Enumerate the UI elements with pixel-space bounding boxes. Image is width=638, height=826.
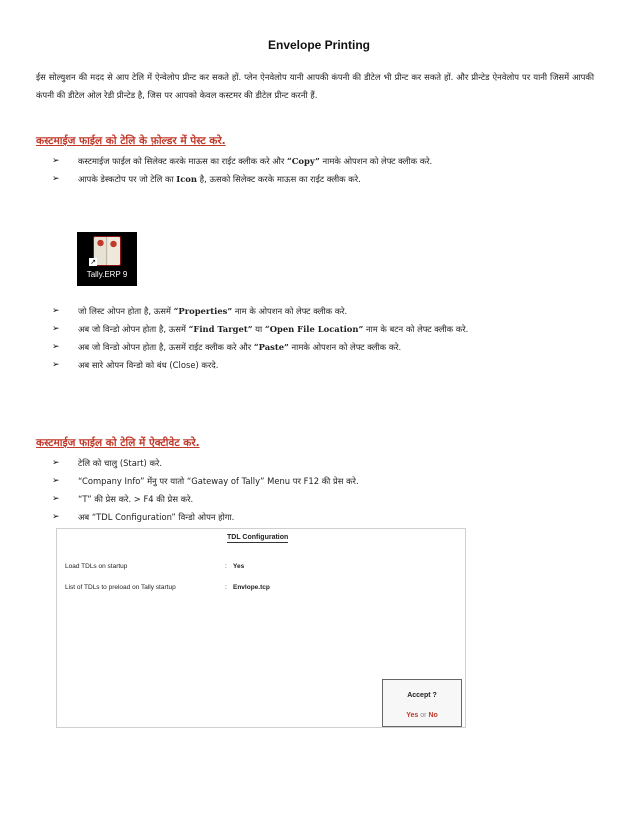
list-item: ➢ अब सारे ओपन विन्डो को बंध (Close) करदे. [52,356,594,374]
load-tdls-value[interactable]: Yes [233,563,245,570]
list-item: ➢ अब “TDL Configuration” विन्डो ओपन होगा. [52,508,594,526]
section1-list-b [52,302,594,374]
section2-heading: कस्टमाईज फाईल को टेलि में ऐक्टीवेट करे. [36,437,200,449]
arrow-bullet-icon: ➢ [52,342,60,352]
accept-dialog [382,679,462,727]
no-button[interactable]: No [428,712,438,719]
tdl-file-value[interactable]: Envlope.tcp [233,584,270,591]
list-item: ➢ अब जो विन्डो ओपन होता है, ऊसमें राईट क्लीक करे और “Paste” नामके ओपशन को लेफ्ट क्लीक करे. [52,338,594,356]
yes-button[interactable]: Yes [406,712,419,719]
tally-book-icon [93,236,121,266]
section1-list-a [52,152,594,188]
tdl-window-title: TDL Configuration [227,534,289,541]
list-item: ➢ कस्टमाईज फाईल को सिलेक्ट करके माऊस का राईट क्लीक करे और “Copy” नामके ओपशन को लेफ्ट क्लीक करे. [52,152,594,170]
list-item: ➢ “T” की प्रेस करे. > F4 की प्रेस करे. [52,490,594,508]
tdl-row-preload-list[interactable]: List of TDLs to preload on Tally startup : Envlope.tcp [65,584,270,591]
section1-heading: कस्टमाईज फाईल को टेलि के फ़ोल्डर में पेस्ट करे. [36,135,226,147]
list-item: ➢ टेलि को चालु (Start) करे. [52,454,594,472]
arrow-bullet-icon: ➢ [52,174,60,184]
tdl-row-label: List of TDLs to preload on Tally startup [65,584,176,591]
tally-erp-desktop-icon[interactable] [77,232,137,286]
list-item: ➢ “Company Info” मेंनु पर यातो “Gateway of Tally” Menu पर F12 की प्रेस करे. [52,472,594,490]
tdl-row-load-startup[interactable]: Load TDLs on startup : Yes [65,563,245,570]
arrow-bullet-icon: ➢ [52,458,60,468]
list-item: ➢ आपके डेस्कटोप पर जो टेलि का Icon है, ऊसको सिलेक्ट करके माऊस का राईट क्लीक करे. [52,170,594,188]
arrow-bullet-icon: ➢ [52,306,60,316]
arrow-bullet-icon: ➢ [52,156,60,166]
document-title: Envelope Printing [267,38,370,52]
accept-question: Accept ? [407,692,437,699]
arrow-bullet-icon: ➢ [52,324,60,334]
tally-icon-label: Tally.ERP 9 [86,270,128,279]
shortcut-arrow-icon: ↗ [90,258,96,266]
arrow-bullet-icon: ➢ [52,476,60,486]
section2-list [52,454,594,526]
tdl-row-label: Load TDLs on startup [65,563,128,570]
intro-paragraph: ईस सोल्युशन की मदद से आप टेलि में ऐन्वेलोप प्रीन्ट कर सकते हों. प्लेन ऐनवेलोप यानी आपकी कंपनी की डीटेल भी प्रीन्ट कर सकते हों. और प्रीन्टेड ऐनवेलोप पर यानी जिसमें आपकी कंपनी की डीटेल ओल रेडी प्रीन्टेड है, जिस पर आपको केवल कस्टमर की डीटेल प्रीन्ट करनी हैं. [36,72,594,100]
arrow-bullet-icon: ➢ [52,512,60,522]
tdl-configuration-window [56,528,466,728]
list-item: ➢ अब जो विन्डो ओपन होता है, ऊसमें “Find Target” या “Open File Location” नाम के बटन को लेफ्ट क्लीक करे. [52,320,594,338]
accept-options: Yes or No [406,712,438,719]
arrow-bullet-icon: ➢ [52,360,60,370]
list-item: ➢ जो लिस्ट ओपन होता है, ऊसमें “Properties” नाम के ओपशन को लेफ्ट क्लीक करे. [52,302,594,320]
arrow-bullet-icon: ➢ [52,494,60,504]
